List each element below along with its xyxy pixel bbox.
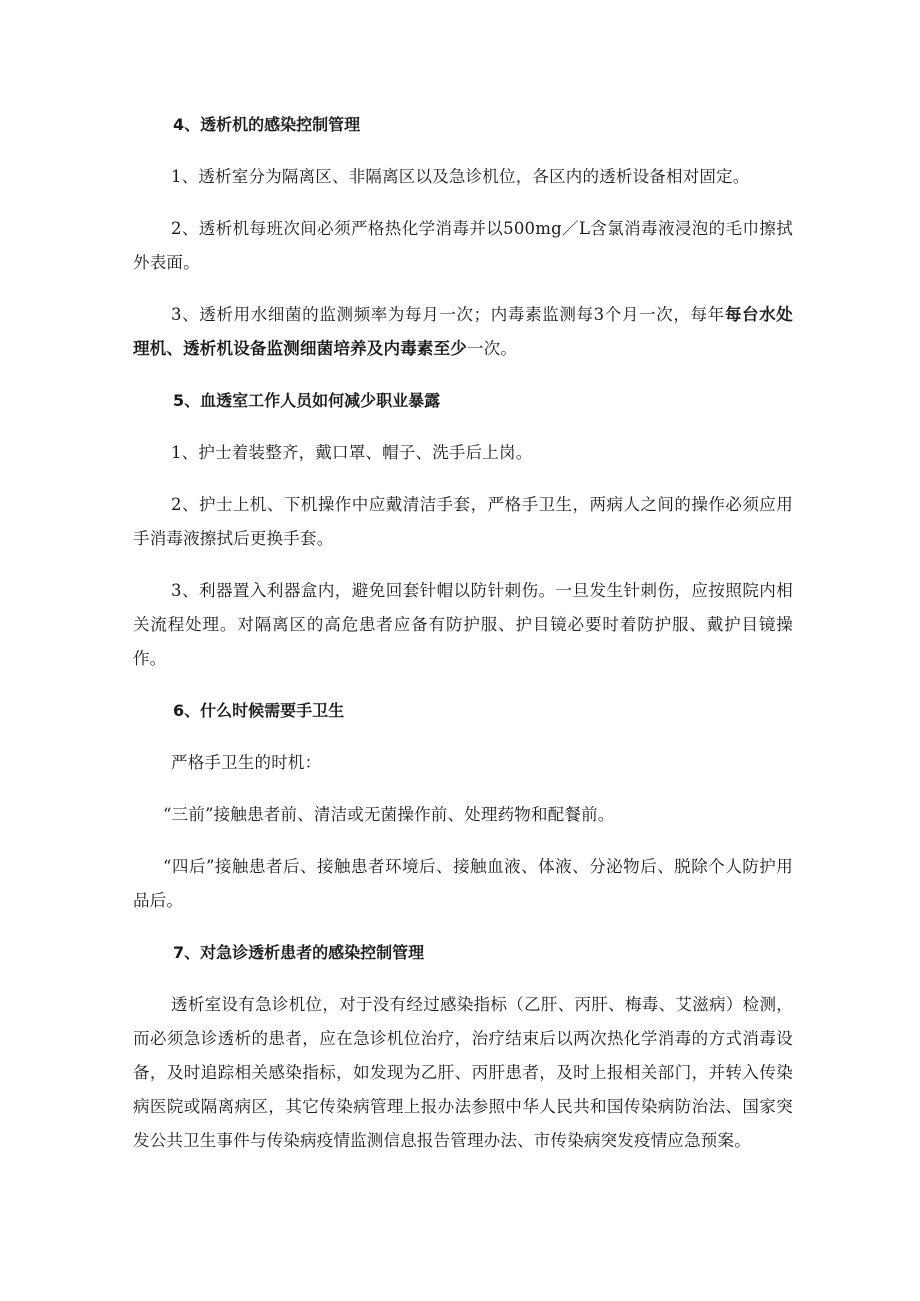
paragraph-mixed: [133, 298, 793, 366]
paragraph: 透析室设有急诊机位，对于没有经过感染指标（乙肝、丙肝、梅毒、艾滋病）检测，而必须急诊透析的患者，应在急诊机位治疗，治疗结束后以两次热化学消毒的方式消毒设备，及时追踪相关感染指标，如发现为乙肝、丙肝患者，及时上报相关部门，并转入传染病医院或隔离病区，其它传染病管理上报办法参照中华人民共和国传染病防治法、国家突发公共卫生事件与传染病疫情监测信息报告管理办法、市传染病突发疫情应急预案。: [133, 995, 793, 1150]
paragraph: 1、护士着装整齐，戴口罩、帽子、洗手后上岗。: [171, 443, 533, 462]
section-heading-7: 7、对急诊透析患者的感染控制管理: [173, 943, 425, 962]
paragraph: 2、护士上机、下机操作中应戴清洁手套，严格手卫生，两病人之间的操作必须应用手消毒液擦拭后更换手套。: [133, 495, 793, 548]
section-heading-6: 6、什么时候需要手卫生: [173, 701, 345, 720]
paragraph-four-after: “四后”接触患者后、接触患者环境后、接触血液、体液、分泌物后、脱除个人防护用品后。: [133, 857, 793, 910]
text-run: 3、透析用水细菌的监测频率为每月一次；内毒素监测每3个月一次，每年: [171, 305, 725, 324]
section-heading-4: 4、透析机的感染控制管理: [173, 115, 361, 134]
section-heading-5: 5、血透室工作人员如何减少职业暴露: [173, 391, 441, 410]
paragraph-three-before: “三前”接触患者前、清洁或无菌操作前、处理药物和配餐前。: [163, 805, 615, 824]
paragraph: 严格手卫生的时机：: [171, 753, 322, 772]
document-page: [133, 108, 793, 1176]
text-run: 一次。: [467, 339, 518, 358]
paragraph: 2、透析机每班次间必须严格热化学消毒并以500mg／L含氯消毒液浸泡的毛巾擦拭外表面。: [133, 219, 793, 272]
paragraph: 3、利器置入利器盒内，避免回套针帽以防针刺伤。一旦发生针刺伤，应按照院内相关流程处理。对隔离区的高危患者应备有防护服、护目镜必要时着防护服、戴护目镜操作。: [133, 581, 793, 668]
paragraph: 1、透析室分为隔离区、非隔离区以及急诊机位，各区内的透析设备相对固定。: [171, 167, 750, 186]
bold-text-run: 每台水处理机、透析机设备监测细菌培养及内毒素至少: [133, 305, 793, 358]
